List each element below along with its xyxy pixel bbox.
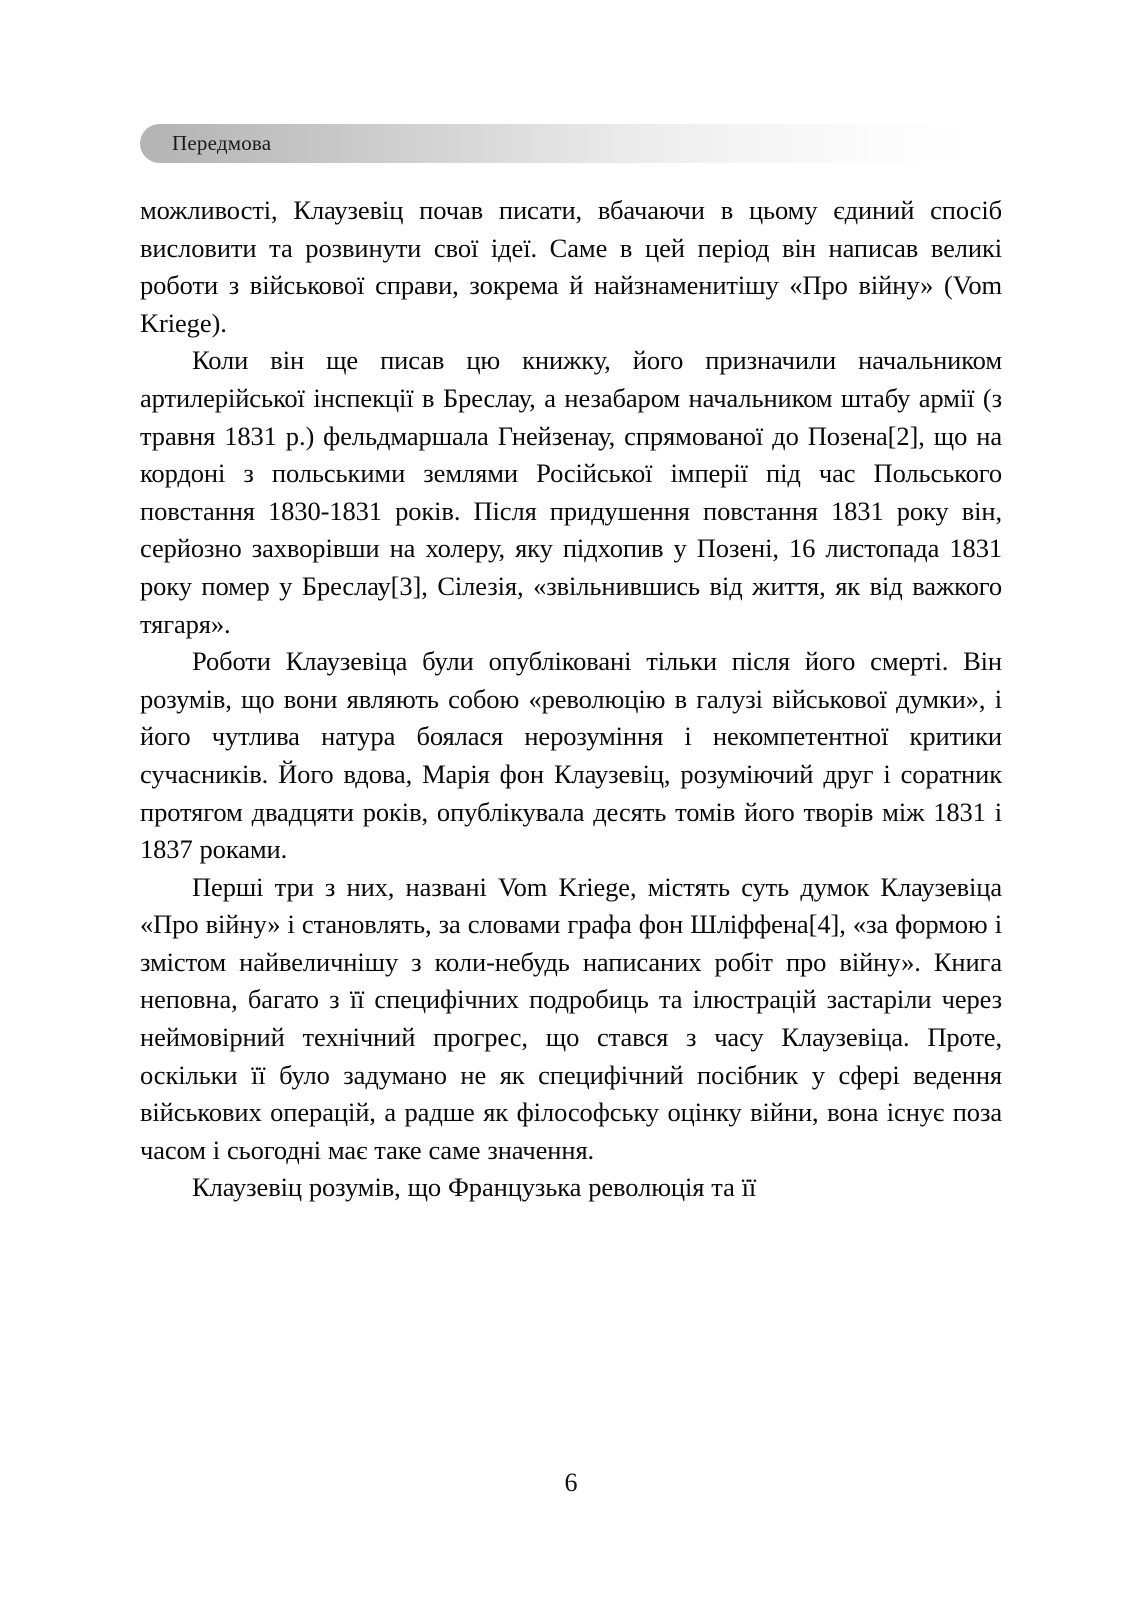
body-text-column <box>140 192 1002 1207</box>
paragraph-5: Клаузевіц розумів, що Французька революція та її <box>192 1172 757 1203</box>
running-head-bar <box>140 124 1002 163</box>
running-head-label: Передмова <box>172 130 272 155</box>
paragraph-1: можливості, Клаузевіц почав писати, вбачаючи в цьому єдиний спосіб висловити та розвинути свої ідеї. Саме в цей період він написав великі роботи з військової справи, зокрема й найзнаменитішу «Про війну» (Vom Kriege). <box>140 195 1002 338</box>
paragraph-4: Перші три з них, названі Vom Kriege, містять суть думок Клаузевіца «Про війну» і становлять, за словами графа фон Шліффена[4], «за формою і змістом найвеличнішу з коли-небудь написаних робіт про війну». Книга неповна, багато з її специфічних подробиць та ілюстрацій застаріли через неймовірний технічний прогрес, що стався з часу Клаузевіца. Проте, оскільки її було задумано не як специфічний посібник у сфері ведення військових операцій, а радше як філософську оцінку війни, вона існує поза часом і сьогодні має таке саме значення. <box>140 871 1002 1165</box>
paragraph-2: Коли він ще писав цю книжку, його призначили начальником артилерійської інспекції в Бреслау, а незабаром начальником штабу армії (з травня 1831 р.) фельдмаршала Гнейзенау, спрямованої до Позена[2], що на кордоні з польськими землями Російської імперії під час Польського повстання 1830-1831 років. Після придушення повстання 1831 року він, серйозно захворівши на холеру, яку підхопив у Позені, 16 листопада 1831 року помер у Бреслау[3], Сілезія, «звільнившись від життя, як від важкого тягаря». <box>140 345 1002 639</box>
page-number: 6 <box>564 1468 578 1497</box>
paragraph-3: Роботи Клаузевіца були опубліковані тільки після його смерті. Він розумів, що вони являють собою «революцію в галузі військової думки», і його чутлива натура боялася нерозуміння і некомпетентної критики сучасників. Його вдова, Марія фон Клаузевіц, розуміючий друг і соратник протягом двадцяти років, опублікувала десять томів його творів між 1831 і 1837 роками. <box>140 646 1002 865</box>
